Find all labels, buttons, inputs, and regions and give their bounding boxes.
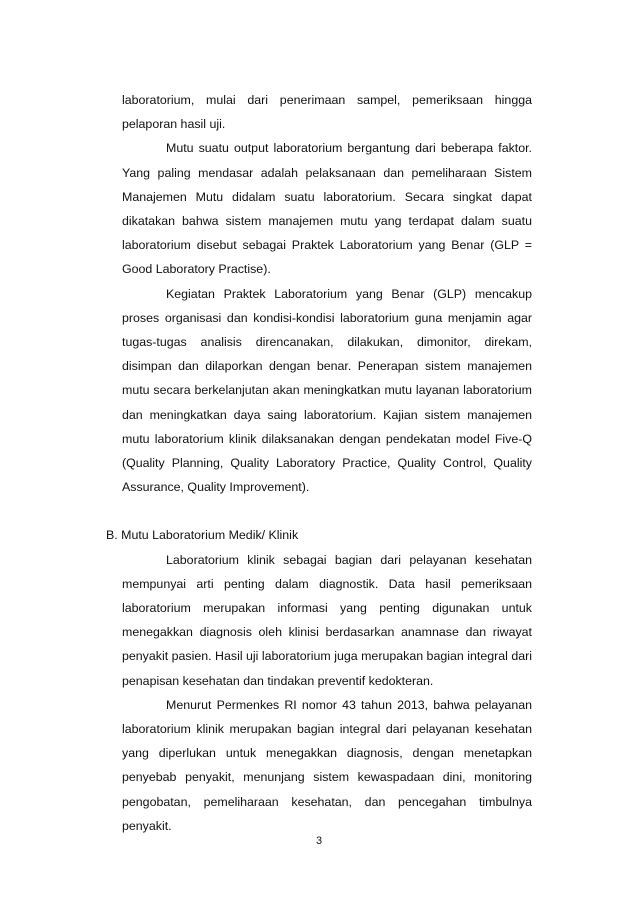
paragraph-glp-activities: Kegiatan Praktek Laboratorium yang Benar (GLP) mencakup proses organisasi dan kondisi-kondisi laboratorium guna menjamin agar tugas-tugas analisis direncanakan, dilakukan, dimonitor, direkam, disimpan dan dilaporkan dengan benar. Penerapan sistem manajemen mutu secara berkelanjutan akan meningkatkan mutu layanan laboratorium dan meningkatkan daya saing laboratorium. Kajian sistem manajemen mutu laboratorium klinik dilaksanakan dengan pendekatan model Five-Q (Quality Planning, Quality Laboratory Practice, Quality Control, Quality Assurance, Quality Improvement). — [122, 286, 532, 495]
section-heading: B. Mutu Laboratorium Medik/ Klinik — [106, 528, 299, 543]
paragraph-permenkes: Menurut Permenkes RI nomor 43 tahun 2013, bahwa pelayanan laboratorium klinik merupakan bagian integral dari pelayanan kesehatan yang diperlukan untuk menegakkan diagnosis, dengan menetapkan penyebab penyakit, menunjang sistem kewaspadaan dini, monitoring pengobatan, pemeliharaan kesehatan, dan pencegahan timbulnya penyakit. — [122, 697, 532, 833]
paragraph-clinical-lab: Laboratorium klinik sebagai bagian dari pelayanan kesehatan mempunyai arti penting dalam diagnostik. Data hasil pemeriksaan laboratorium merupakan informasi yang penting digunakan untuk menegakkan diagnosis oleh klinisi berdasarkan anamnase dan riwayat penyakit pasien. Hasil uji laboratorium juga merupakan bagian integral dari penapisan kesehatan dan tindakan preventif kedokteran. — [122, 552, 532, 688]
paragraph-continuation: laboratorium, mulai dari penerimaan sampel, pemeriksaan hingga pelaporan hasil uji. — [122, 93, 532, 132]
page-number: 3 — [315, 835, 323, 847]
body-text — [106, 88, 532, 838]
paragraph-quality-output: Mutu suatu output laboratorium bergantung dari beberapa faktor. Yang paling mendasar adalah pelaksanaan dan pemeliharaan Sistem Manajemen Mutu didalam suatu laboratorium. Secara singkat dapat dikatakan bahwa sistem manajemen mutu yang terdapat dalam suatu laboratorium disebut sebagai Praktek Laboratorium yang Benar (GLP = Good Laboratory Practise). — [122, 141, 532, 277]
